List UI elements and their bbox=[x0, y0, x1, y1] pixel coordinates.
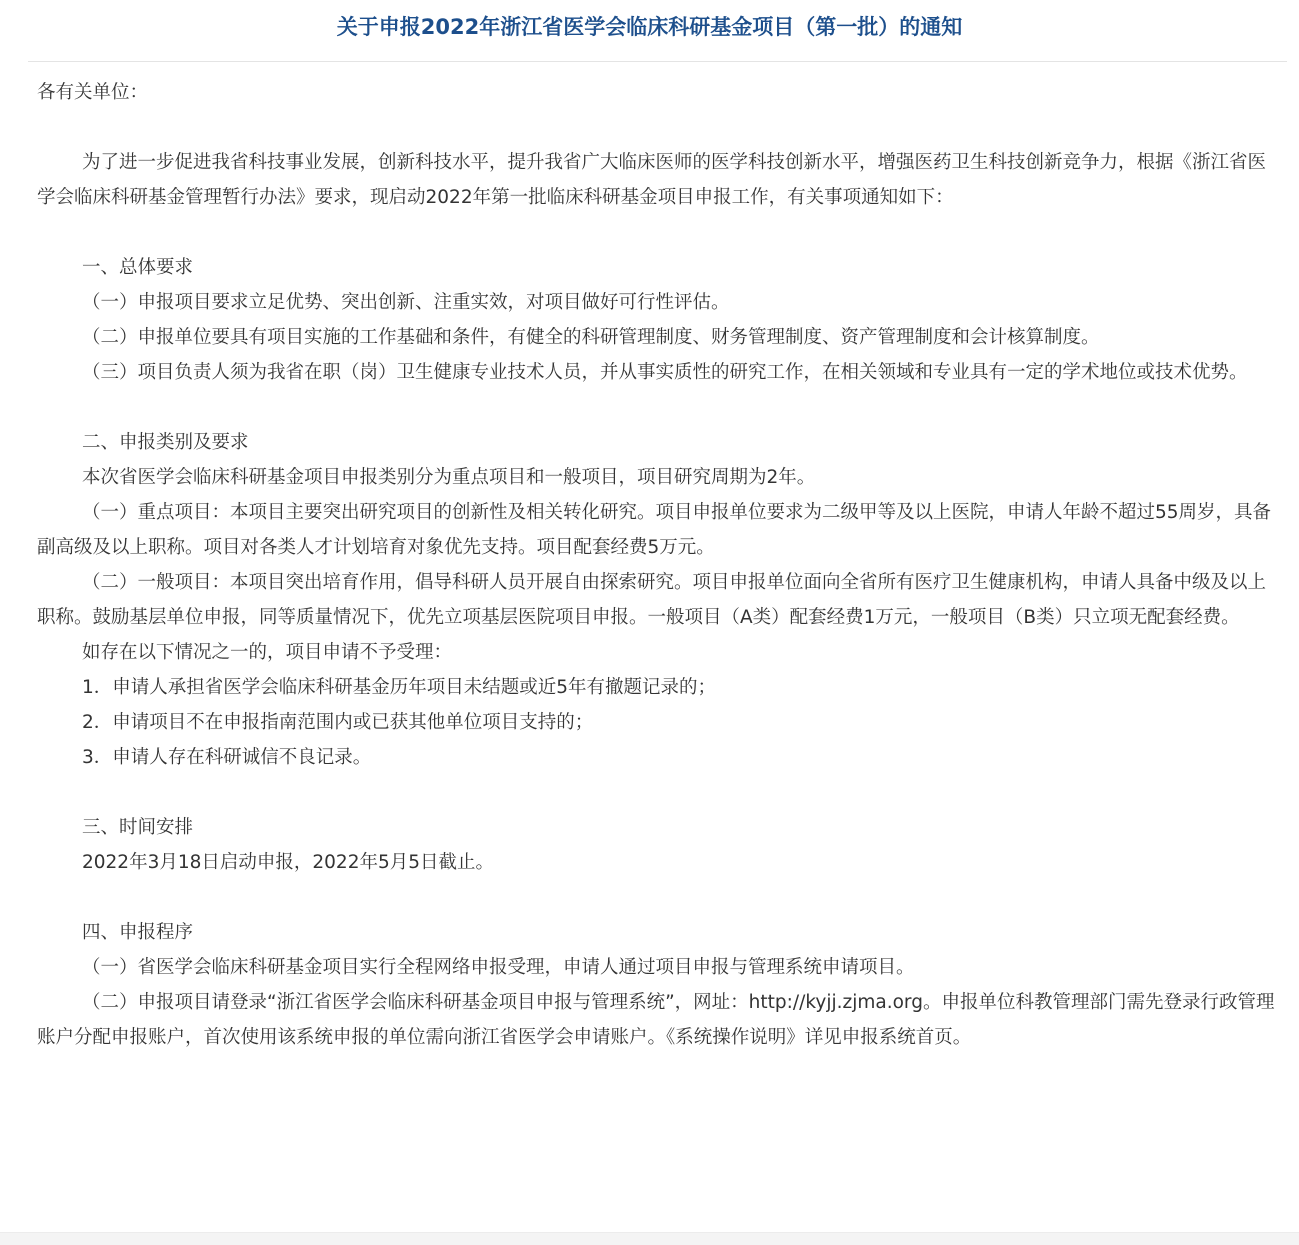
spacer bbox=[37, 880, 1277, 915]
salutation: 各有关单位： bbox=[37, 82, 149, 103]
exclusion-intro: 如存在以下情况之一的，项目申请不予受理： bbox=[82, 642, 453, 663]
spacer bbox=[37, 215, 1277, 250]
exclusion-item: 1．申请人承担省医学会临床科研基金历年项目未结题或近5年有撤题记录的； bbox=[82, 677, 717, 698]
section-heading: 二、申报类别及要求 bbox=[82, 432, 249, 453]
exclusion-item: 2．申请项目不在申报指南范围内或已获其他单位项目支持的； bbox=[82, 712, 594, 733]
bottom-bar bbox=[0, 1232, 1299, 1245]
spacer bbox=[37, 110, 1277, 145]
section-item: （二）一般项目：本项目突出培育作用，倡导科研人员开展自由探索研究。项目申报单位面向全省所有医疗卫生健康机构，申请人具备中级及以上职称。鼓励基层单位申报，同等质量情况下，优先立项基层医院项目申报。一般项目（A类）配套经费1万元，一般项目（B类）只立项无配套经费。 bbox=[37, 572, 1267, 628]
article-body bbox=[37, 75, 1277, 1055]
section-heading: 三、时间安排 bbox=[82, 817, 194, 838]
intro-paragraph: 为了进一步促进我省科技事业发展，创新科技水平，提升我省广大临床医师的医学科技创新水平，增强医药卫生科技创新竞争力，根据《浙江省医学会临床科研基金管理暂行办法》要求，现启动2022年第一批临床科研基金项目申报工作，有关事项通知如下： bbox=[37, 152, 1267, 208]
section-heading: 四、申报程序 bbox=[82, 922, 194, 943]
title-divider bbox=[28, 61, 1287, 62]
section-item: （一）重点项目：本项目主要突出研究项目的创新性及相关转化研究。项目申报单位要求为二级甲等及以上医院，申请人年龄不超过55周岁，具备副高级及以上职称。项目对各类人才计划培育对象优先支持。项目配套经费5万元。 bbox=[37, 502, 1272, 558]
exclusion-item: 3．申请人存在科研诚信不良记录。 bbox=[82, 747, 372, 768]
section-intro: 本次省医学会临床科研基金项目申报类别分为重点项目和一般项目，项目研究周期为2年。 bbox=[82, 467, 816, 488]
section-item: （一）申报项目要求立足优势、突出创新、注重实效，对项目做好可行性评估。 bbox=[82, 292, 730, 313]
section-item: （二）申报单位要具有项目实施的工作基础和条件，有健全的科研管理制度、财务管理制度、资产管理制度和会计核算制度。 bbox=[82, 327, 1100, 348]
section-heading: 一、总体要求 bbox=[82, 257, 194, 278]
page-title: 关于申报2022年浙江省医学会临床科研基金项目（第一批）的通知 bbox=[336, 15, 963, 39]
section-item: （一）省医学会临床科研基金项目实行全程网络申报受理，申请人通过项目申报与管理系统申请项目。 bbox=[82, 957, 915, 978]
schedule-text: 2022年3月18日启动申报，2022年5月5日截止。 bbox=[82, 852, 495, 873]
spacer bbox=[37, 390, 1277, 425]
section-item: （三）项目负责人须为我省在职（岗）卫生健康专业技术人员，并从事实质性的研究工作，在相关领域和专业具有一定的学术地位或技术优势。 bbox=[82, 362, 1248, 383]
section-item: （二）申报项目请登录“浙江省医学会临床科研基金项目申报与管理系统”，网址：http://kyjj.zjma.org。申报单位科教管理部门需先登录行政管理账户分配申报账户，首次使用该系统申报的单位需向浙江省医学会申请账户。《系统操作说明》详见申报系统首页。 bbox=[37, 992, 1275, 1048]
spacer bbox=[37, 775, 1277, 810]
